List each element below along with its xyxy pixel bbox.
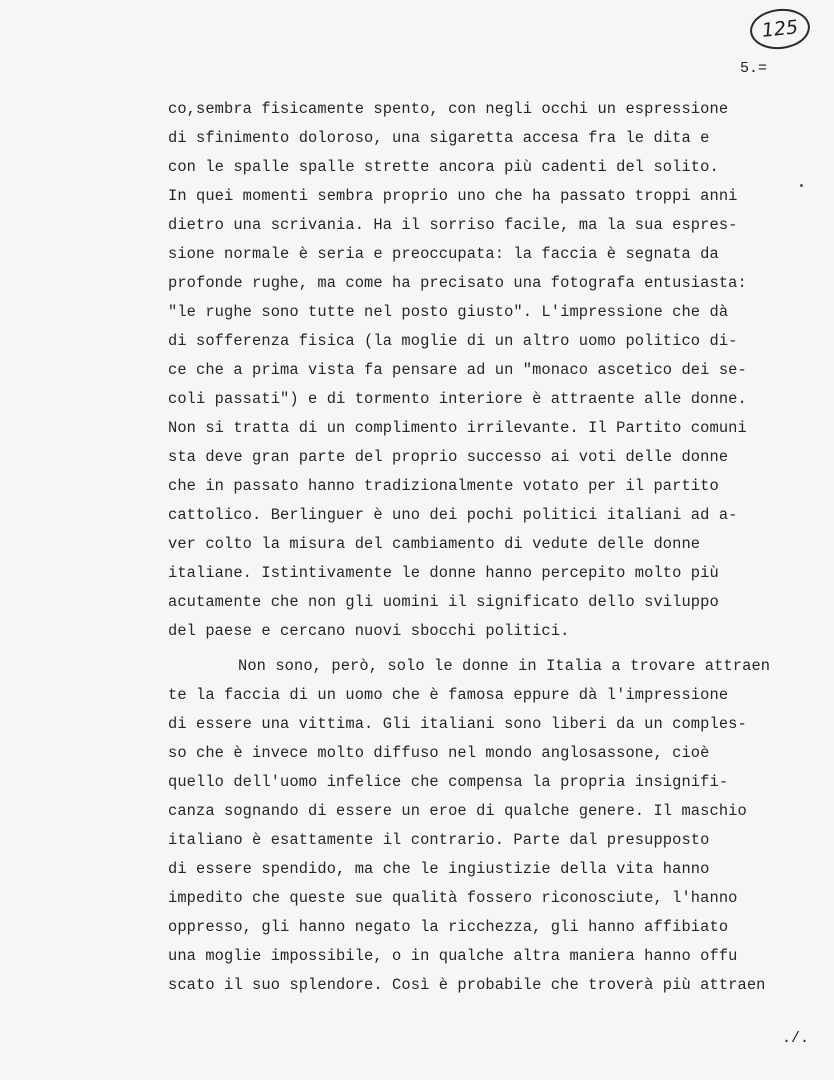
text-line: "le rughe sono tutte nel posto giusto". L'impressione che dà xyxy=(168,303,729,321)
text-line: scato il suo splendore. Così è probabile che troverà più attraen xyxy=(168,976,766,994)
text-line: sione normale è seria e preoccupata: la faccia è segnata da xyxy=(168,245,719,263)
text-line: del paese e cercano nuovi sbocchi politici. xyxy=(168,622,570,640)
text-line: canza sognando di essere un eroe di qualche genere. Il maschio xyxy=(168,802,747,820)
text-line: Non si tratta di un complimento irrilevante. Il Partito comuni xyxy=(168,419,747,437)
text-line: con le spalle spalle strette ancora più cadenti del solito. xyxy=(168,158,719,176)
body-text xyxy=(168,95,770,1000)
page-number: 5.= xyxy=(740,60,768,77)
text-line: In quei momenti sembra proprio uno che ha passato troppi anni xyxy=(168,187,738,205)
continuation-mark: ./. xyxy=(782,1030,810,1047)
text-line: ce che a prima vista fa pensare ad un "monaco ascetico dei se- xyxy=(168,361,747,379)
folio-number: 125 xyxy=(760,16,800,42)
text-line: di sofferenza fisica (la moglie di un altro uomo politico di- xyxy=(168,332,738,350)
text-line: cattolico. Berlinguer è uno dei pochi politici italiani ad a- xyxy=(168,506,738,524)
text-line: una moglie impossibile, o in qualche altra maniera hanno offu xyxy=(168,947,738,965)
text-line: impedito che queste sue qualità fossero riconosciute, l'hanno xyxy=(168,889,738,907)
paragraph-start-line: Non sono, però, solo le donne in Italia a trovare attraen xyxy=(238,657,771,675)
text-line: italiane. Istintivamente le donne hanno percepito molto più xyxy=(168,564,719,582)
text-line: italiano è esattamente il contrario. Parte dal presupposto xyxy=(168,831,710,849)
text-line: ver colto la misura del cambiamento di vedute delle donne xyxy=(168,535,701,553)
text-line: che in passato hanno tradizionalmente votato per il partito xyxy=(168,477,719,495)
text-line: di essere una vittima. Gli italiani sono liberi da un comples- xyxy=(168,715,747,733)
text-line: dietro una scrivania. Ha il sorriso facile, ma la sua espres- xyxy=(168,216,738,234)
ink-speck xyxy=(800,184,803,187)
text-line: acutamente che non gli uomini il significato dello sviluppo xyxy=(168,593,719,611)
text-line: profonde rughe, ma come ha precisato una fotografa entusiasta: xyxy=(168,274,747,292)
text-line: quello dell'uomo infelice che compensa la propria insignifi- xyxy=(168,773,729,791)
folio-stamp xyxy=(748,6,812,52)
text-line: coli passati") e di tormento interiore è attraente alle donne. xyxy=(168,390,747,408)
text-line: di essere spendido, ma che le ingiustizie della vita hanno xyxy=(168,860,710,878)
text-line: oppresso, gli hanno negato la ricchezza, gli hanno affibiato xyxy=(168,918,729,936)
text-line: co,sembra fisicamente spento, con negli occhi un espressione xyxy=(168,100,729,118)
text-line: so che è invece molto diffuso nel mondo anglosassone, cioè xyxy=(168,744,710,762)
text-line: te la faccia di un uomo che è famosa eppure dà l'impressione xyxy=(168,686,729,704)
text-line: sta deve gran parte del proprio successo ai voti delle donne xyxy=(168,448,729,466)
text-line: di sfinimento doloroso, una sigaretta accesa fra le dita e xyxy=(168,129,710,147)
